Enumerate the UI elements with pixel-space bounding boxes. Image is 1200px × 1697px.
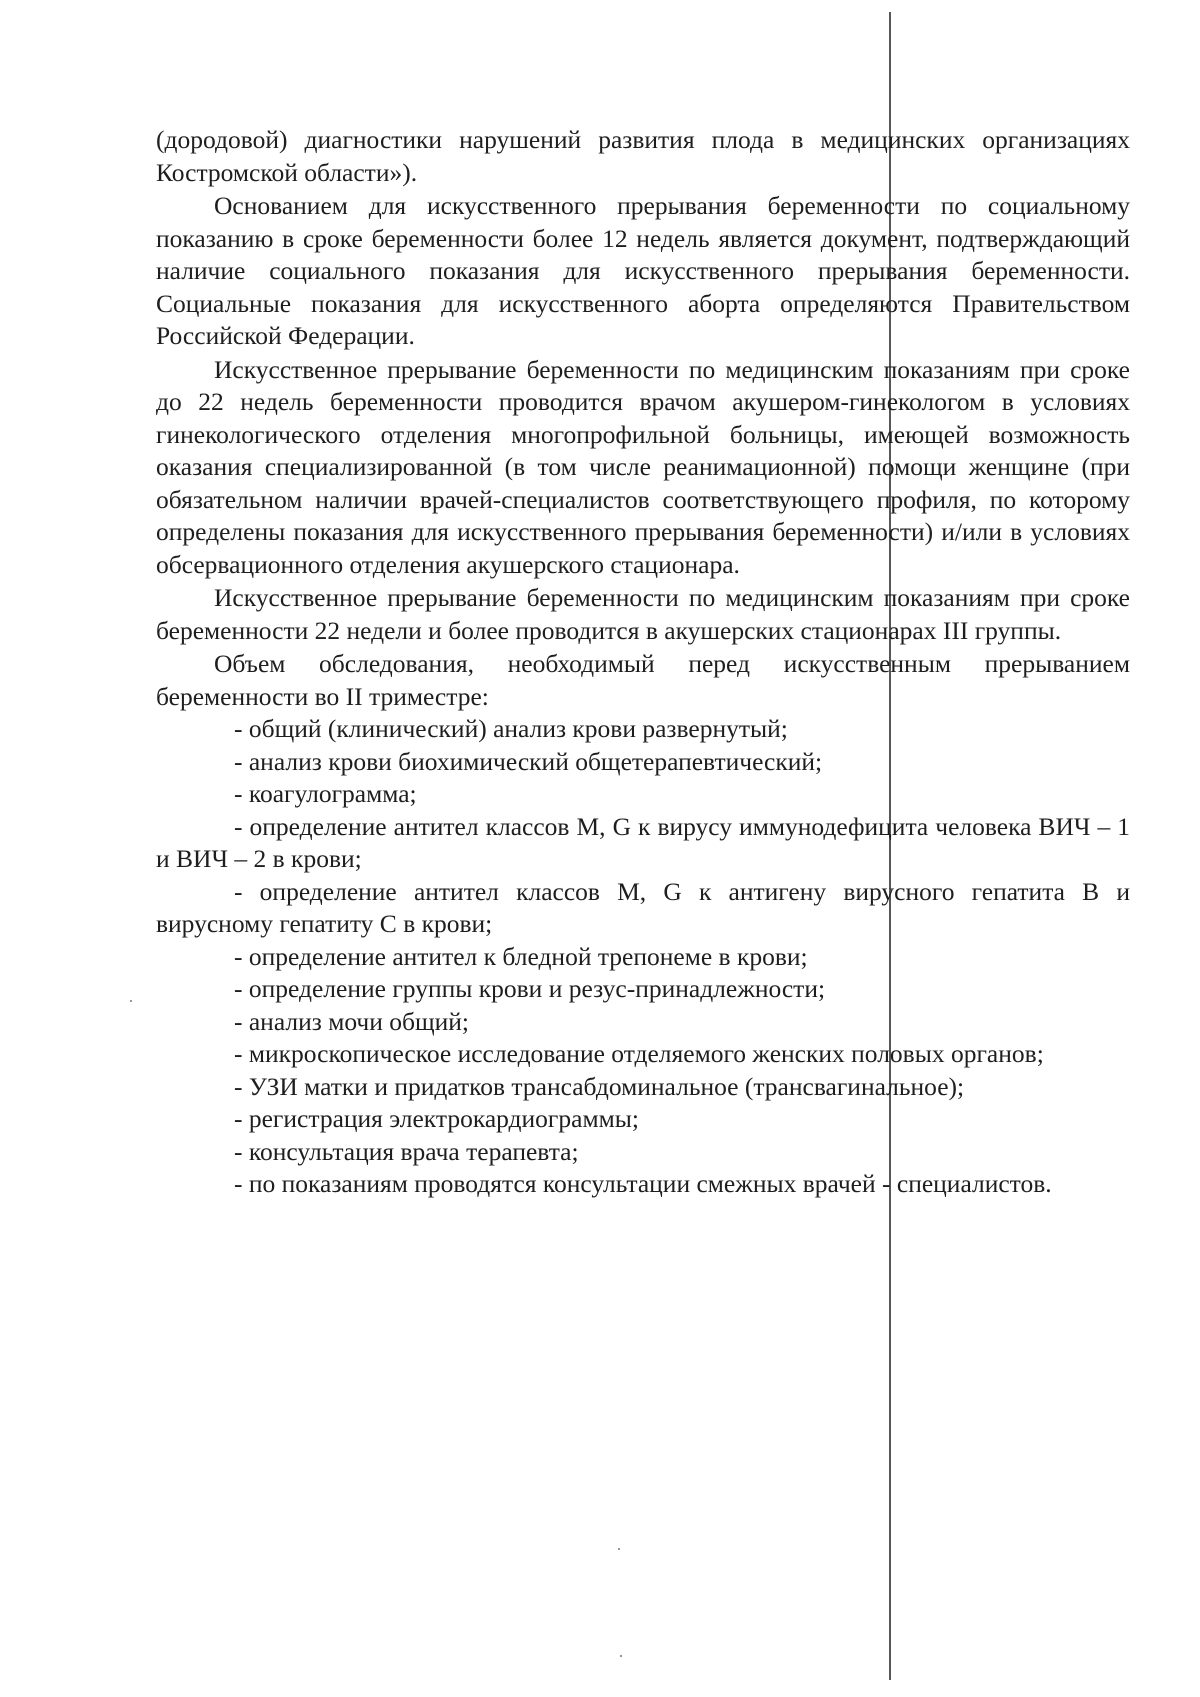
list-item: - регистрация электрокардиограммы; — [234, 1104, 639, 1133]
list-item: - определение группы крови и резус-принадлежности; — [234, 974, 826, 1003]
paragraph-continuation: (дородовой) диагностики нарушений развития плода в медицинских организациях Костромской области»). — [156, 125, 1130, 187]
list-item: - общий (клинический) анализ крови развернутый; — [234, 714, 788, 743]
scan-speck — [618, 1548, 620, 1550]
paragraph-social-indication: Основанием для искусственного прерывания беременности по социальному показанию в сроке беременности более 12 недель является документ, подтверждающий наличие социального показания для искусственного прерывания беременности. Социальные показания для искусственного аборта определяются Правительством Российской Федерации. — [156, 191, 1130, 350]
paragraph-medical-indication-after-22: Искусственное прерывание беременности по медицинским показаниям при сроке беременности 22 недели и более проводится в акушерских стационарах III группы. — [156, 583, 1130, 645]
scan-speck — [620, 1655, 622, 1657]
list-item: - определение антител классов M, G к антигену вирусного гепатита B и вирусному гепатиту C в крови; — [156, 876, 1130, 938]
examination-list — [156, 713, 1130, 1201]
list-item: - анализ мочи общий; — [234, 1006, 470, 1036]
list-item: - УЗИ матки и придатков трансабдоминальное (трансвагинальное); — [234, 1071, 965, 1101]
paragraph-examination-scope: Объем обследования, необходимый перед искусственным прерыванием беременности во II триместре: — [156, 649, 1130, 711]
document-body — [156, 124, 1130, 1201]
list-item: - определение антител к бледной трепонеме в крови; — [234, 941, 808, 971]
list-item: - коагулограмма; — [234, 779, 417, 808]
list-item: - консультация врача терапевта; — [234, 1136, 579, 1166]
list-item: - по показаниям проводятся консультации смежных врачей - специалистов. — [234, 1169, 1052, 1198]
list-item: - анализ крови биохимический общетерапевтический; — [234, 746, 823, 776]
list-item: - микроскопическое исследование отделяемого женских половых органов; — [234, 1039, 1044, 1068]
paragraph-medical-indication-before-22: Искусственное прерывание беременности по медицинским показаниям при сроке до 22 недель беременности проводится врачом акушером-гинекологом в условиях гинекологического отделения многопрофильной больницы, имеющей возможность оказания специализированной (в том числе реанимационной) помощи женщине (при обязательном наличии врачей-специалистов соответствующего профиля, по которому определены показания для искусственного прерывания беременности) и/или в условиях обсервационного отделения акушерского стационара. — [156, 354, 1130, 579]
list-item: - определение антител классов M, G к вирусу иммунодефицита человека ВИЧ – 1 и ВИЧ – 2 в крови; — [156, 811, 1130, 873]
scan-speck — [130, 1000, 132, 1002]
